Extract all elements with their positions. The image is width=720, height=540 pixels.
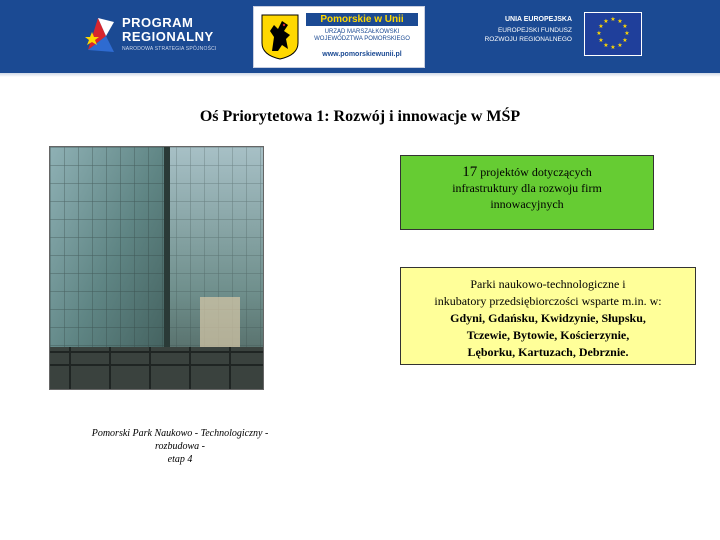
projects-line3: innowacyjnych	[490, 197, 564, 211]
pomorskie-sub	[306, 29, 418, 43]
header-banner	[0, 0, 720, 73]
program-line2: REGIONALNY	[122, 29, 214, 44]
pomorskie-url: www.pomorskiewunii.pl	[322, 51, 402, 58]
svg-text:★: ★	[603, 42, 609, 49]
projects-box	[400, 155, 654, 230]
parks-box	[400, 267, 696, 365]
pomorskie-sub1: URZĄD MARSZAŁKOWSKI	[324, 29, 400, 35]
svg-text:★: ★	[596, 30, 602, 37]
program-regionalny-logo	[84, 12, 224, 58]
building-photo	[49, 146, 264, 390]
projects-line2: infrastruktury dla rozwoju firm	[452, 181, 602, 195]
svg-text:★: ★	[617, 18, 623, 25]
projects-line1	[401, 164, 653, 180]
svg-text:★: ★	[598, 37, 604, 44]
star-flag-icon	[84, 14, 118, 54]
projects-count: 17	[462, 164, 478, 180]
projects-line1-text: projektów dotyczących	[480, 165, 592, 179]
svg-text:★: ★	[610, 16, 616, 23]
eu-line1: UNIA EUROPEJSKA	[504, 16, 572, 23]
svg-text:★: ★	[624, 30, 630, 37]
program-tagline: NARODOWA STRATEGIA SPÓJNOŚCI	[122, 46, 217, 52]
parks-line3: Gdyni, Gdańsku, Kwidzynie, Słupsku,	[450, 311, 646, 325]
svg-text:★: ★	[598, 23, 604, 30]
program-line1: PROGRAM	[122, 15, 194, 30]
svg-text:★: ★	[610, 44, 616, 51]
parks-line2: inkubatory przedsiębiorczości wsparte m.in. w:	[434, 294, 662, 308]
caption-line2: etap 4	[167, 454, 193, 465]
header-divider	[0, 73, 720, 77]
svg-text:★: ★	[622, 37, 628, 44]
svg-text:★: ★	[622, 23, 628, 30]
eu-flag-icon	[584, 12, 642, 56]
photo-caption	[70, 427, 290, 466]
glass-building-image	[50, 147, 263, 389]
pomorskie-logo	[253, 6, 425, 68]
parks-line1: Parki naukowo-technologiczne i	[470, 277, 626, 291]
svg-text:★: ★	[617, 42, 623, 49]
eu-logo	[460, 12, 640, 58]
pomorskie-sub2: WOJEWÓDZTWA POMORSKIEGO	[314, 36, 410, 42]
caption-line1: Pomorski Park Naukowo - Technologiczny - rozbudowa -	[91, 428, 269, 452]
griffin-crest-icon	[260, 13, 300, 61]
parks-line4: Tczewie, Bytowie, Kościerzynie,	[466, 328, 630, 342]
eu-line2: EUROPEJSKI FUNDUSZ	[497, 27, 572, 34]
pomorskie-brand: Pomorskie w Unii	[306, 13, 418, 26]
parks-line5: Lęborku, Kartuzach, Debrznie.	[467, 345, 629, 359]
eu-line3: ROZWOJU REGIONALNEGO	[484, 36, 572, 43]
slide-title: Oś Priorytetowa 1: Rozwój i innowacje w MŚP	[199, 108, 521, 125]
svg-text:★: ★	[603, 18, 609, 25]
